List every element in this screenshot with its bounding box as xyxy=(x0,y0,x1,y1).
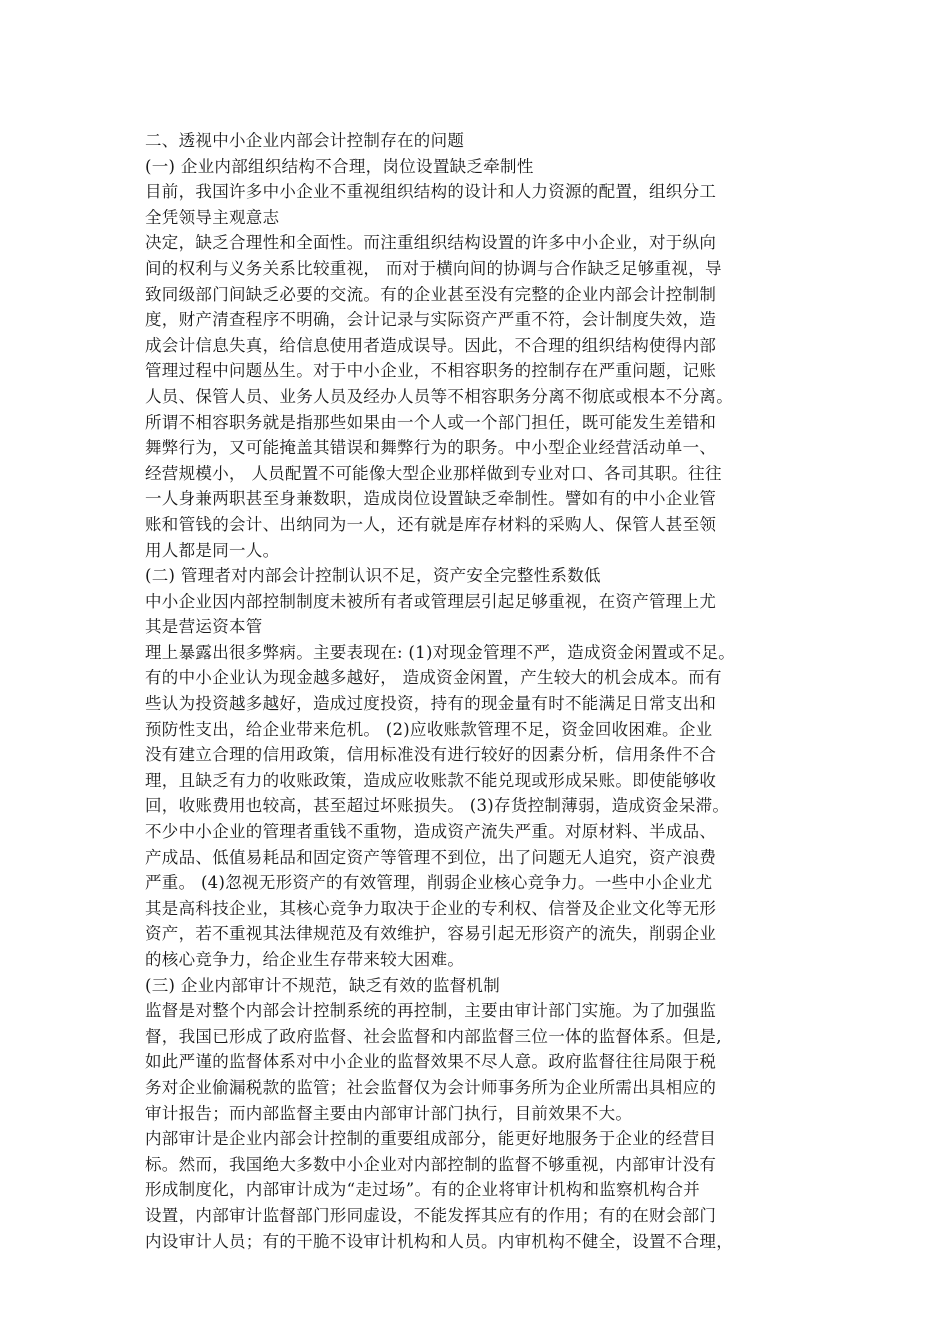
text-line: 没有建立合理的信用政策，信用标准没有进行较好的因素分析，信用条件不合 xyxy=(145,745,717,765)
text-line: 不少中小企业的管理者重钱不重物，造成资产流失严重。对原材料、半成品、 xyxy=(145,822,717,842)
text-line: 务对企业偷漏税款的监管；社会监督仅为会计师事务所为企业所需出具相应的 xyxy=(145,1077,717,1097)
text-line: 有的中小企业认为现金越多越好， 造成资金闲置，产生较大的机会成本。而有 xyxy=(145,668,722,688)
text-line: 如此严谨的监督体系对中小企业的监督效果不尽人意。政府监督往往局限于税 xyxy=(145,1052,717,1072)
text-line: 用人都是同一人。 xyxy=(145,540,280,560)
text-line: 一人身兼两职甚至身兼数职，造成岗位设置缺乏牵制性。譬如有的中小企业管 xyxy=(145,489,717,509)
text-line: 全凭领导主观意志 xyxy=(145,207,280,227)
text-line: 舞弊行为，又可能掩盖其错误和舞弊行为的职务。中小型企业经营活动单一、 xyxy=(145,438,717,458)
text-line: 的核心竞争力，给企业生存带来较大困难。 xyxy=(145,950,465,969)
text-line: 度，财产清查程序不明确，会计记录与实际资产严重不符，会计制度失效，造 xyxy=(145,310,717,330)
text-line: 理上暴露出很多弊病。主要表现在: (1)对现金管理不严，造成资金闲置或不足。 xyxy=(145,642,736,662)
text-line: 目前，我国许多中小企业不重视组织结构的设计和人力资源的配置，组织分工 xyxy=(145,182,717,202)
text-line: 些认为投资越多越好，造成过度投资，持有的现金量有时不能满足日常支出和 xyxy=(145,694,717,714)
text-line: 成会计信息失真，给信息使用者造成误导。因此，不合理的组织结构使得内部 xyxy=(145,335,717,355)
text-line: 形成制度化，内部审计成为“走过场”。有的企业将审计机构和监察机构合并 xyxy=(145,1180,701,1200)
text-line: 资产，若不重视其法律规范及有效维护，容易引起无形资产的流失，削弱企业 xyxy=(145,924,717,944)
text-line: 标。然而，我国绝大多数中小企业对内部控制的监督不够重视，内部审计没有 xyxy=(145,1154,717,1174)
text-line: 所谓不相容职务就是指那些如果由一个人或一个部门担任，既可能发生差错和 xyxy=(145,412,717,432)
text-line: 决定，缺乏合理性和全面性。而注重组织结构设置的许多中小企业，对于纵向 xyxy=(145,233,717,253)
subsection-heading-1: (一) 企业内部组织结构不合理，岗位设置缺乏牵制性 xyxy=(145,156,534,176)
text-line: 其是营运资本管 xyxy=(145,617,263,637)
document-body xyxy=(145,128,825,1254)
text-line: 督，我国已形成了政府监督、社会监督和内部监督三位一体的监督体系。但是, xyxy=(145,1026,722,1046)
text-line: 审计报告；而内部监督主要由内部审计部门执行，目前效果不大。 xyxy=(145,1103,633,1123)
text-line: 人员、保管人员、业务人员及经办人员等不相容职务分离不彻底或根本不分离。 xyxy=(145,386,733,406)
subsection-heading-3: (三) 企业内部审计不规范，缺乏有效的监督机制 xyxy=(145,975,501,995)
text-line: 产成品、低值易耗品和固定资产等管理不到位，出了问题无人追究，资产浪费 xyxy=(145,847,717,867)
text-line: 预防性支出，给企业带来危机。 (2)应收账款管理不足，资金回收困难。企业 xyxy=(145,719,713,739)
text-line: 监督是对整个内部会计控制系统的再控制，主要由审计部门实施。为了加强监 xyxy=(145,1001,717,1021)
text-line: 内部审计是企业内部会计控制的重要组成部分，能更好地服务于企业的经营目 xyxy=(145,1129,717,1149)
text-line: 致同级部门间缺乏必要的交流。有的企业甚至没有完整的企业内部会计控制制 xyxy=(145,284,717,304)
text-line: 严重。 (4)忽视无形资产的有效管理，削弱企业核心竞争力。一些中小企业尤 xyxy=(145,873,713,893)
text-line: 其是高科技企业，其核心竞争力取决于企业的专利权、信誉及企业文化等无形 xyxy=(145,898,717,918)
text-line: 内设审计人员；有的干脆不设审计机构和人员。内审机构不健全，设置不合理， xyxy=(145,1231,733,1251)
section-heading: 二、透视中小企业内部会计控制存在的问题 xyxy=(145,131,465,150)
text-line: 经营规模小， 人员配置不可能像大型企业那样做到专业对口、各司其职。往往 xyxy=(145,463,722,483)
text-line: 中小企业因内部控制制度未被所有者或管理层引起足够重视，在资产管理上尤 xyxy=(145,591,717,611)
text-line: 管理过程中问题丛生。对于中小企业，不相容职务的控制存在严重问题，记账 xyxy=(145,361,717,381)
text-line: 回，收账费用也较高，甚至超过坏账损失。 (3)存货控制薄弱，造成资金呆滞。 xyxy=(145,796,730,816)
subsection-heading-2: (二) 管理者对内部会计控制认识不足，资产安全完整性系数低 xyxy=(145,566,601,586)
text-line: 理，且缺乏有力的收账政策，造成应收账款不能兑现或形成呆账。即使能够收 xyxy=(145,770,717,790)
text-line: 设置，内部审计监督部门形同虚设，不能发挥其应有的作用；有的在财会部门 xyxy=(145,1205,717,1225)
text-line: 间的权利与义务关系比较重视， 而对于横向间的协调与合作缺乏足够重视，导 xyxy=(145,258,722,278)
text-line: 账和管钱的会计、出纳同为一人，还有就是库存材料的采购人、保管人甚至领 xyxy=(145,514,717,534)
